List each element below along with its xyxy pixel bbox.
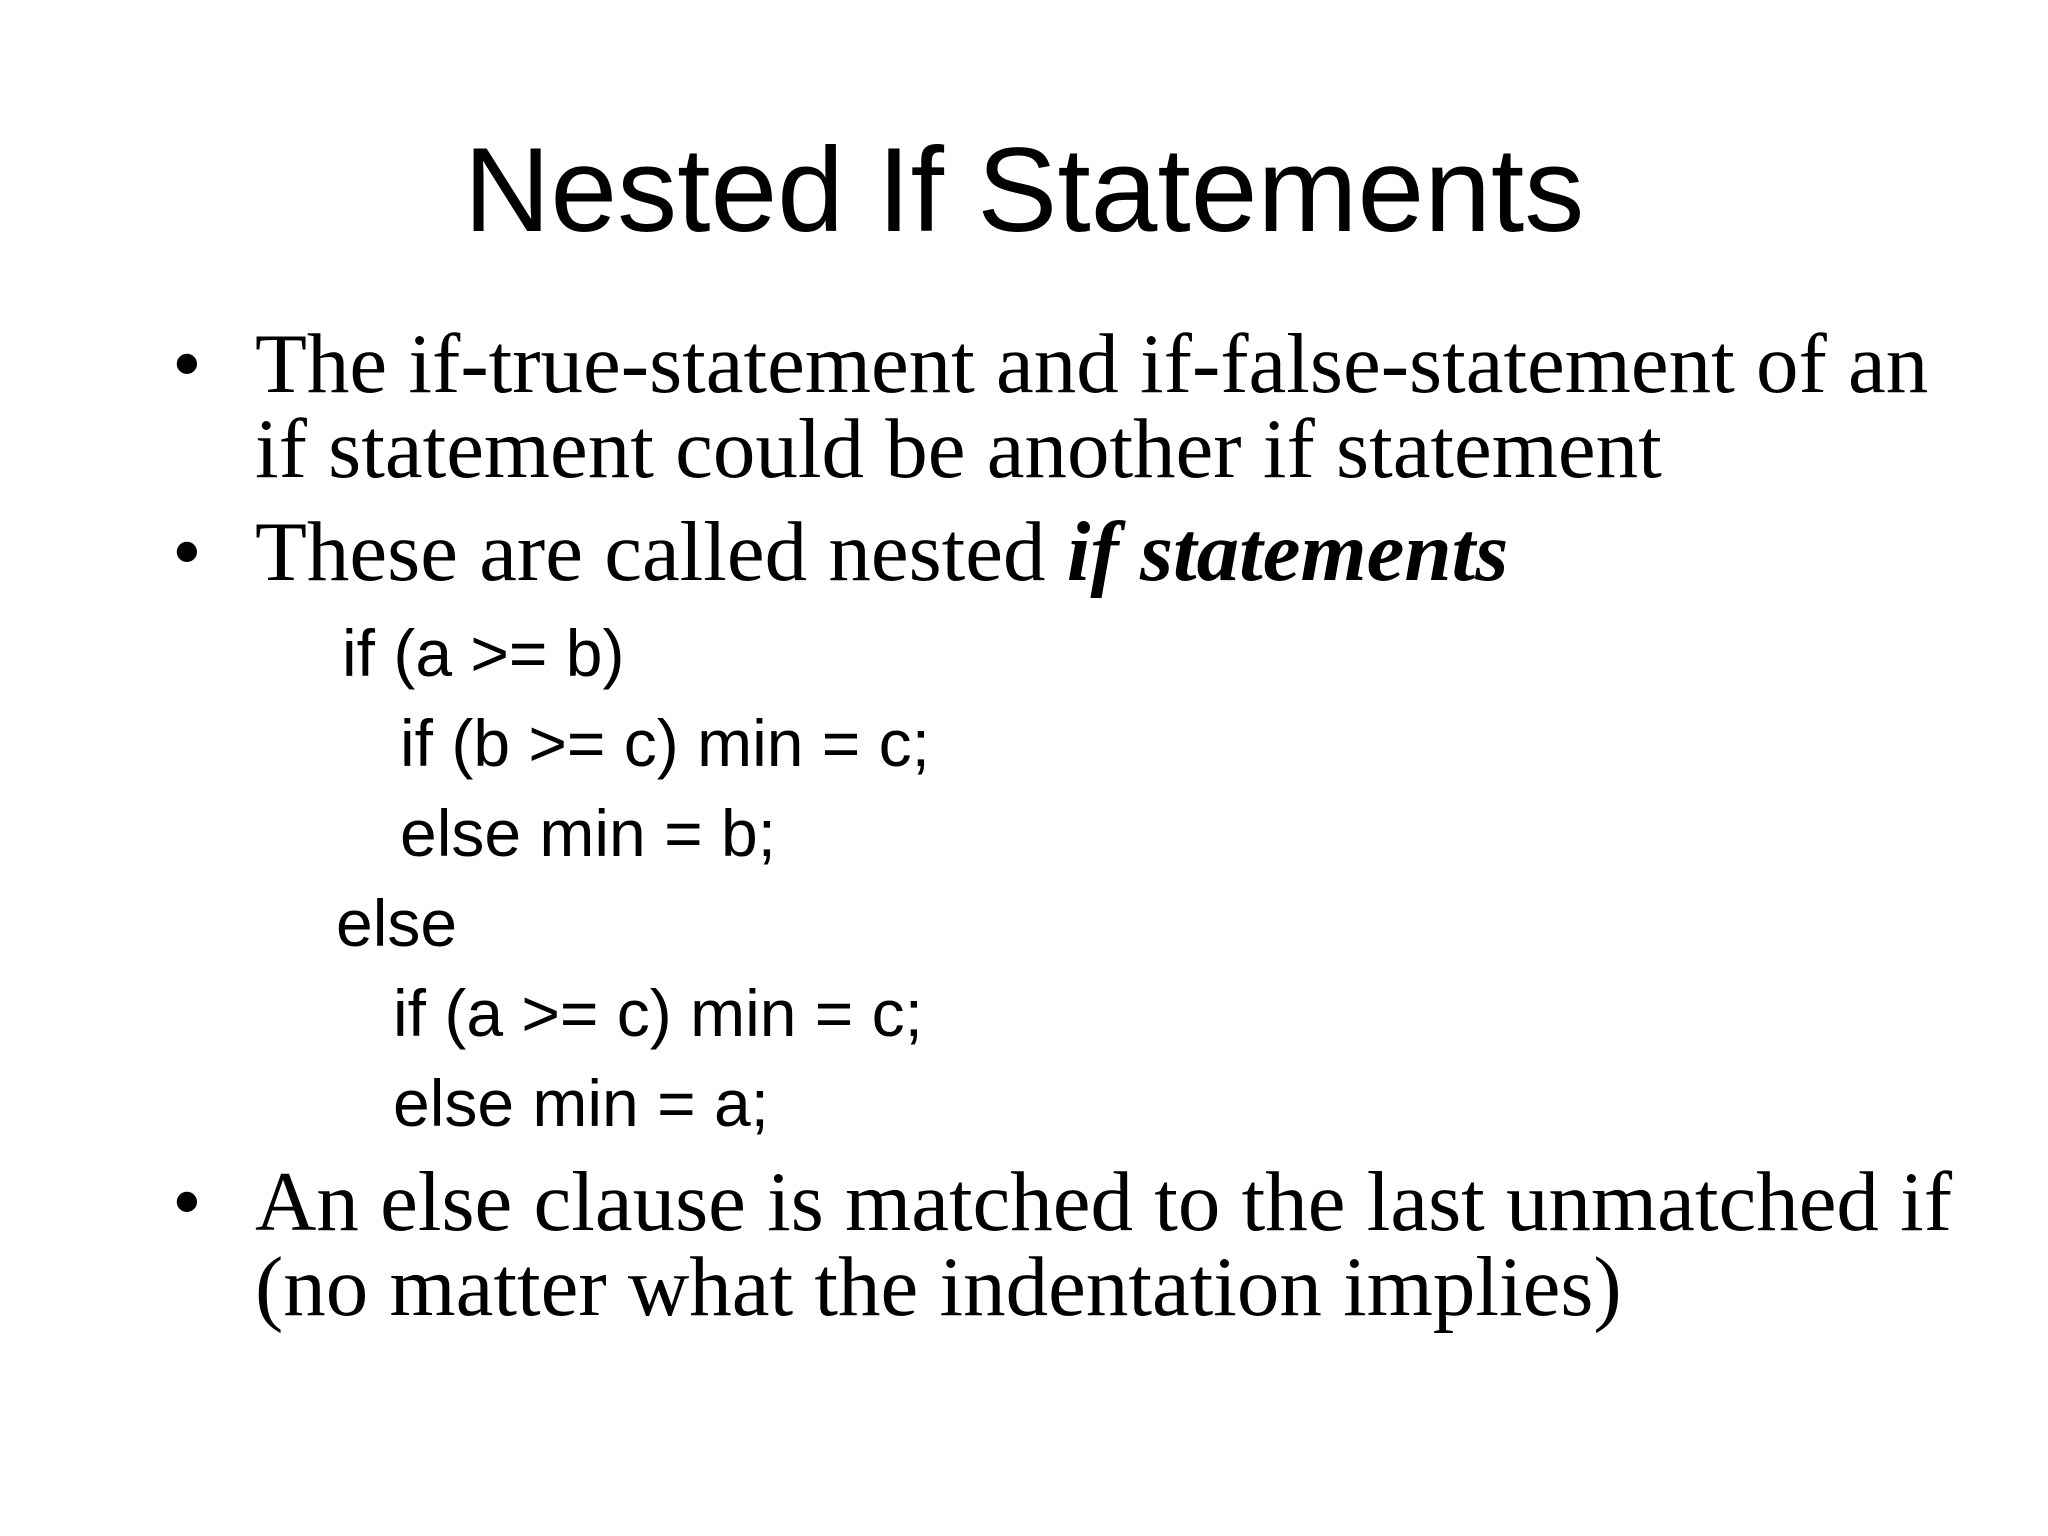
bullet-icon: •	[172, 505, 202, 599]
bullet-icon: •	[172, 1155, 202, 1249]
code-line: else min = a;	[393, 1066, 770, 1140]
code-line: if (a >= c) min = c;	[393, 976, 923, 1050]
bullet-line: if statement could be another if statement	[255, 402, 1662, 496]
code-line: if (b >= c) min = c;	[400, 706, 930, 780]
code-line: else min = b;	[400, 796, 777, 870]
bullet-icon: •	[172, 317, 202, 411]
bullet-text	[255, 317, 1995, 496]
slide-title: Nested If Statements	[463, 123, 1585, 257]
code-line: if (a >= b)	[342, 616, 625, 690]
bullet-text	[255, 1155, 1995, 1334]
bullet-line: The if-true-statement and if-false-statement of an	[255, 317, 1929, 411]
bullet-text-plain: These are called nested	[255, 505, 1067, 599]
bullet-text-emphasis: if statements	[1066, 505, 1509, 599]
bullet-text	[255, 505, 1995, 599]
bullet-line: An else clause is matched to the last unmatched if	[255, 1155, 1953, 1249]
bullet-line: (no matter what the indentation implies)	[255, 1240, 1622, 1334]
code-line: else	[336, 886, 458, 960]
